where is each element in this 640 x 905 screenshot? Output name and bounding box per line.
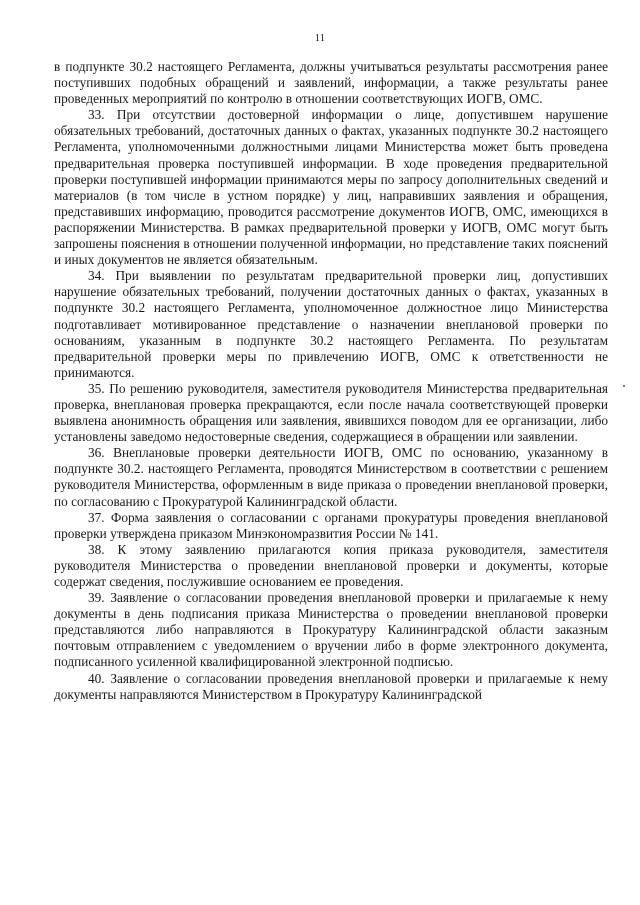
paragraph-30-continuation: в подпункте 30.2 настоящего Регламента, должны учитываться результаты рассмотрения ранее поступивших подобных обращений и заявлений, информации, а также результаты ранее проведенных мероприятий по контролю в отношении соответствующих ИОГВ, ОМС. [54, 59, 608, 107]
scan-mark [623, 385, 625, 387]
paragraph-37: 37. Форма заявления о согласовании с органами прокуратуры проведения внеплановой проверки утверждена приказом Минэкономразвития России № 141. [54, 509, 608, 541]
paragraph-38: 38. К этому заявлению прилагаются копия приказа руководителя, заместителя руководителя Министерства о проведении внеплановой проверки и документы, которые содержат сведения, послужившие основанием ее проведения. [54, 541, 608, 589]
paragraph-33: 33. При отсутствии достоверной информации о лице, допустившем нарушение обязательных требований, достаточных данных о фактах, указанных подпункте 30.2 настоящего Регламента, уполномоченными должностными лицами Министерства может быть проведена предварительная проверка поступившей информации. В ходе проведения предварительной проверки поступившей информации принимаются меры по запросу дополнительных сведений и материалов (в том числе в устном порядке) у лиц, направивших заявления и обращения, представивших информацию, проводится рассмотрение документов ИОГВ, ОМС, имеющихся в распоряжении Министерства. В рамках предварительной проверки у ИОГВ, ОМС могут быть запрошены пояснения в отношении полученной информации, но представление таких пояснений и иных документов не является обязательным. [54, 107, 608, 268]
paragraph-40: 40. Заявление о согласовании проведения внеплановой проверки и прилагаемые к нему документы направляются Министерством в Прокуратуру Калининградской [54, 670, 608, 702]
document-body [54, 59, 608, 703]
paragraph-35: 35. По решению руководителя, заместителя руководителя Министерства предварительная проверка, внеплановая проверка прекращаются, если после начала соответствующей проверки выявлена анонимность обращения или заявления, явившихся поводом для ее организации, либо установлены заведомо недостоверные сведения, содержащиеся в обращении или заявлении. [54, 380, 608, 445]
paragraph-34: 34. При выявлении по результатам предварительной проверки лиц, допустивших нарушение обязательных требований, получении достаточных данных о фактах, указанных в подпункте 30.2 настоящего Регламента, уполномоченное должностное лицо Министерства подготавливает мотивированное представление о назначении внеплановой проверки по основаниям, указанным в подпункте 30.2 настоящего Регламента. По результатам предварительной проверки меры по привлечению ИОГВ, ОМС к ответственности не принимаются. [54, 268, 608, 380]
page-number: 11 [314, 33, 326, 44]
paragraph-39: 39. Заявление о согласовании проведения внеплановой проверки и прилагаемые к нему документы в день подписания приказа Министерства о проведении внеплановой проверки представляются либо направляются в Прокуратуру Калининградской области заказным почтовым отправлением с уведомлением о вручении либо в форме электронного документа, подписанного усиленной квалифицированной электронной подписью. [54, 590, 608, 670]
paragraph-36: 36. Внеплановые проверки деятельности ИОГВ, ОМС по основанию, указанному в подпункте 30.2. настоящего Регламента, проводятся Министерством в соответствии с решением руководителя Министерства, оформленным в виде приказа о проведении внеплановой проверки, по согласованию с Прокуратурой Калининградской области. [54, 445, 608, 509]
